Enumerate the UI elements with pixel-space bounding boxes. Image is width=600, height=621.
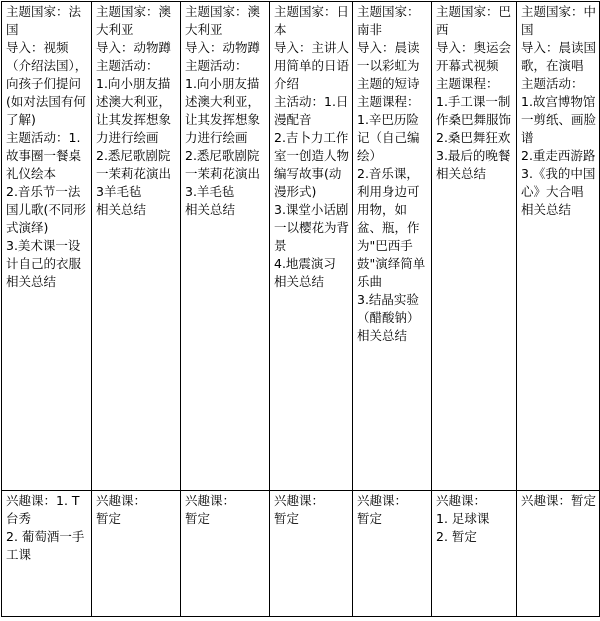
interest-text-line: 2. 暂定 [436,529,477,544]
interest-cell-australia-2 [181,491,270,617]
interest-cell-japan [270,491,353,617]
cell-text-line: 2.音乐课，利用身边可用物，如盆、瓶，作为"巴西手鼓"演绎简单乐曲 [357,166,426,289]
cell-text-line: 主题国家：澳大利亚 [185,4,261,37]
cell-china [517,2,600,491]
cell-text-line: 相关总结 [185,202,236,217]
cell-text-line: 3.羊毛毡 [185,184,235,199]
interest-text-line: 兴趣课： [274,493,325,508]
interest-text-line: 兴趣课：暂定 [521,493,597,508]
cell-text-line: 3.课堂小话剧一以樱花为背景 [274,202,350,253]
interest-text-line: 暂定 [357,511,383,526]
cell-text-line: 1.手工课一制作桑巴舞服饰 [436,94,512,127]
cell-text-line: 主题活动：1.故事圈一餐桌礼仪绘本 [6,130,82,181]
cell-text-line: 相关总结 [436,166,487,181]
cell-text-line: 主题课程： [436,76,499,91]
cell-text-line: 2.悉尼歌剧院一茉莉花演出 [96,148,172,181]
cell-text-line: 导入：动物蹲 [96,40,172,55]
cell-text-line: 3.《我的中国心》大合唱 [521,166,596,199]
cell-text-line: 1.向小朋友描述澳大利亚，让其发挥想象力进行绘画 [96,76,172,145]
cell-text-line: 3.最后的晚餐 [436,148,511,163]
cell-text-line: 主活动：1.日漫配音 [274,94,349,127]
cell-australia-1 [92,2,181,491]
interest-cell-france [2,491,92,617]
cell-text-line: 主题国家：南非 [357,4,420,37]
cell-text-line: 导入：奥运会开幕式视频 [436,40,512,73]
cell-text-line: 相关总结 [357,328,408,343]
cell-text-line: 导入：动物蹲 [185,40,261,55]
cell-text-line: 相关总结 [6,274,57,289]
cell-text-line: 相关总结 [274,274,325,289]
interest-text-line: 兴趣课： [436,493,487,508]
theme-row [2,2,600,491]
interest-text-line: 暂定 [274,511,300,526]
cell-australia-2 [181,2,270,491]
interest-cell-australia-1 [92,491,181,617]
cell-text-line: 导入：主讲人用简单的日语介绍 [274,40,350,91]
activity-plan-table [1,1,600,617]
cell-text-line: 主题国家：中国 [521,4,597,37]
interest-text-line: 兴趣课： [185,493,236,508]
cell-text-line: 2.吉卜力工作室一创造人物编写故事(动漫形式) [274,130,350,199]
cell-text-line: 2.桑巴舞狂欢 [436,130,511,145]
interest-class-row [2,491,600,617]
interest-text-line: 2. 葡萄酒一手工课 [6,529,85,562]
cell-text-line: 1.辛巴历险记（自己编绘） [357,112,420,163]
cell-text-line: 导入：晨读国歌，在演唱 [521,40,597,73]
interest-text-line: 暂定 [185,511,211,526]
interest-cell-south-africa [353,491,432,617]
interest-cell-china [517,491,600,617]
cell-text-line: 相关总结 [521,202,572,217]
interest-cell-brazil [432,491,517,617]
cell-text-line: 主题活动： [185,58,248,73]
cell-text-line: 3羊毛毡 [96,184,142,199]
cell-text-line: 主题活动： [521,76,584,91]
cell-text-line: 主题活动： [96,58,159,73]
cell-text-line: 3.结晶实验（醋酸钠） [357,292,420,325]
cell-text-line: 2.重走西游路 [521,148,596,163]
interest-text-line: 兴趣课：1. T台秀 [6,493,80,526]
cell-text-line: 导入：晨读一以彩虹为主题的短诗 [357,40,420,91]
cell-text-line: 4.地震演习 [274,256,336,271]
interest-text-line: 1. 足球课 [436,511,490,526]
cell-south-africa [353,2,432,491]
cell-text-line: 导入：视频（介绍法国），向孩子们提问(如对法国有何了解) [6,40,88,127]
cell-france [2,2,92,491]
cell-text-line: 3.美术课一设计自己的衣服 [6,238,82,271]
cell-text-line: 主题国家：澳大利亚 [96,4,172,37]
cell-text-line: 1.向小朋友描述澳大利亚，让其发挥想象力进行绘画 [185,76,261,145]
interest-text-line: 兴趣课： [96,493,147,508]
cell-text-line: 主题国家：日本 [274,4,350,37]
interest-text-line: 暂定 [96,511,122,526]
cell-text-line: 相关总结 [96,202,147,217]
cell-text-line: 主题国家：巴西 [436,4,512,37]
cell-text-line: 2.音乐节一法国儿歌(不同形式演绎) [6,184,86,235]
interest-text-line: 兴趣课： [357,493,408,508]
cell-japan [270,2,353,491]
cell-brazil [432,2,517,491]
cell-text-line: 主题国家：法国 [6,4,82,37]
cell-text-line: 主题课程： [357,94,420,109]
cell-text-line: 2.悉尼歌剧院一茉莉花演出 [185,148,261,181]
cell-text-line: 1.故宫博物馆一剪纸、画脸谱 [521,94,597,145]
